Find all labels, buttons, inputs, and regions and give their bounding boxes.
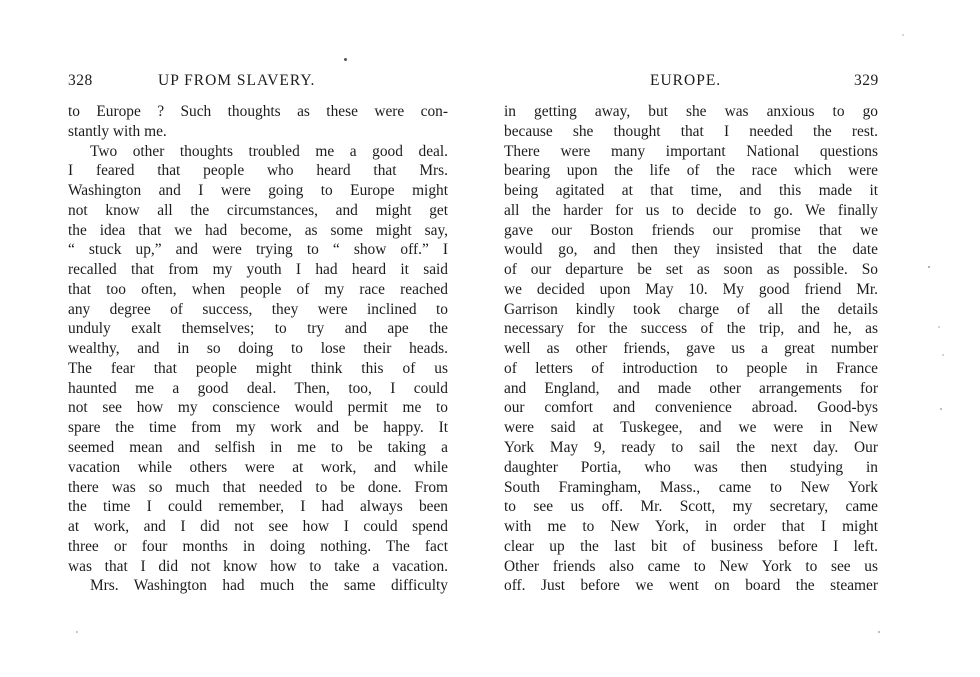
right-running-head: EUROPE.: [650, 72, 722, 89]
text-line: three or four months in doing nothing. The fact: [68, 537, 448, 555]
text-line: stantly with me.: [68, 122, 167, 140]
text-line: any degree of success, they were inclined to: [68, 300, 448, 318]
text-line: there was so much that needed to be done. From: [68, 478, 448, 496]
text-line: recalled that from my youth I had heard it said: [68, 261, 448, 279]
text-line: of letters of introduction to people in France: [504, 359, 878, 377]
text-line: York May 9, ready to sail the next day. Our: [504, 439, 878, 457]
text-line: that too often, when people of my race reached: [68, 280, 448, 298]
text-line: Garrison kindly took charge of all the details: [504, 300, 878, 318]
text-line: bearing upon the life of the race which were: [504, 162, 878, 180]
text-line: were said at Tuskegee, and we were in New: [504, 419, 878, 437]
text-line: we decided upon May 10. My good friend Mr.: [504, 280, 878, 298]
text-line: daughter Portia, who was then studying in: [504, 458, 878, 476]
left-running-head: UP FROM SLAVERY.: [158, 72, 316, 89]
text-line: haunted me a good deal. Then, too, I could: [68, 379, 448, 397]
text-line: at work, and I did not see how I could spend: [68, 518, 448, 536]
text-line: Washington and I were going to Europe might: [68, 182, 448, 200]
scan-speck: [938, 326, 940, 328]
text-line: vacation while others were at work, and while: [68, 458, 448, 476]
text-line: the idea that we had become, as some might say,: [68, 221, 448, 239]
scan-speck: [902, 34, 904, 36]
text-line: gave our Boston friends our promise that we: [504, 221, 878, 239]
text-line: clear up the last bit of business before I left.: [504, 537, 878, 555]
text-line: The fear that people might think this of us: [68, 359, 448, 377]
text-line: spare the time from my work and be happy. It: [68, 419, 448, 437]
text-line: “ stuck up,” and were trying to “ show off.” I: [68, 241, 448, 259]
text-line: Other friends also came to New York to see us: [504, 557, 878, 575]
text-line: all the harder for us to decide to go. We finally: [504, 201, 878, 219]
text-line: to see us off. Mr. Scott, my secretary, came: [504, 498, 878, 516]
text-line: necessary for the success of the trip, and he, as: [504, 320, 878, 338]
text-line: off. Just before we went on board the steamer: [504, 577, 878, 595]
text-line: unduly exalt themselves; to try and ape the: [68, 320, 448, 338]
text-line: not know all the circumstances, and might get: [68, 201, 448, 219]
scan-speck: [942, 354, 944, 356]
text-line: seemed mean and selfish in me to be taking a: [68, 439, 448, 457]
text-line: because she thought that I needed the rest.: [504, 122, 878, 140]
text-line: well as other friends, gave us a great number: [504, 340, 878, 358]
text-line: South Framingham, Mass., came to New York: [504, 478, 878, 496]
text-line: to Europe ? Such thoughts as these were con-: [68, 103, 448, 120]
text-line: was that I did not know how to take a vacation.: [68, 557, 448, 575]
text-line: not see how my conscience would permit me to: [68, 399, 448, 417]
text-line: would go, and then they insisted that the date: [504, 241, 878, 259]
text-line: our comfort and convenience abroad. Good-bys: [504, 399, 878, 417]
text-line: with me to New York, in order that I might: [504, 518, 878, 536]
scan-speck: [940, 408, 942, 410]
text-line: being agitated at that time, and this made it: [504, 182, 878, 200]
scan-speck: [344, 58, 347, 61]
text-line: in getting away, but she was anxious to go: [504, 103, 878, 120]
text-line: of our departure be set as soon as possible. So: [504, 261, 878, 279]
text-line: wealthy, and in so doing to lose their heads.: [68, 340, 448, 358]
text-line: There were many important National questions: [504, 142, 878, 160]
text-line: Two other thoughts troubled me a good deal.: [90, 142, 448, 160]
left-page-number: 328: [68, 72, 93, 89]
right-page-body: [504, 102, 878, 596]
text-line: the time I could remember, I had always been: [68, 498, 448, 516]
text-line: and England, and made other arrangements for: [504, 379, 878, 397]
scan-speck: [928, 266, 930, 268]
text-line: I feared that people who heard that Mrs.: [68, 162, 448, 180]
right-page: [490, 0, 980, 677]
text-line: Mrs. Washington had much the same difficulty: [90, 577, 448, 595]
scan-speck: [878, 631, 880, 633]
scan-speck: [76, 631, 78, 633]
right-page-number: 329: [854, 72, 879, 89]
left-page-body: [68, 102, 448, 596]
